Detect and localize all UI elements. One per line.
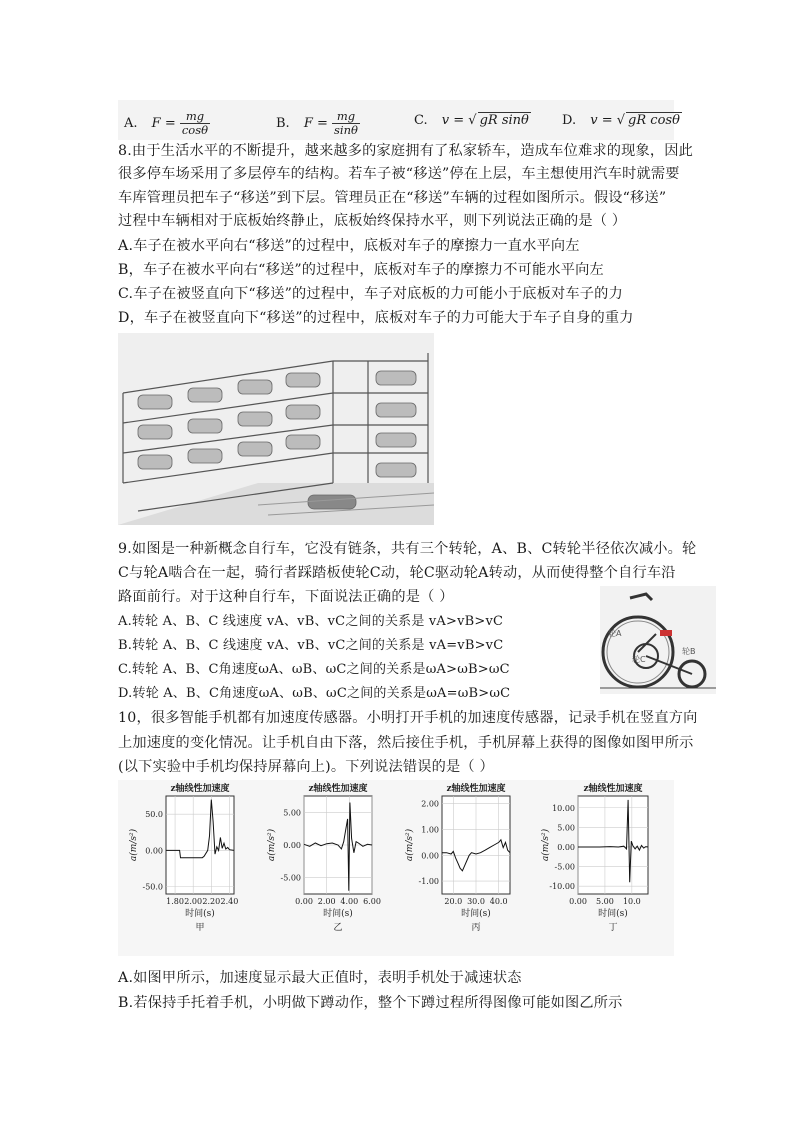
chart-yi-svg	[266, 782, 392, 952]
bicycle-image	[600, 586, 716, 694]
wheel-a-label: 轮A	[608, 629, 622, 638]
x-tick-label: 2.40	[220, 897, 239, 906]
chart-jia	[128, 782, 254, 952]
y-tick-label: 0.00	[283, 841, 301, 850]
x-tick-label: 0.00	[569, 897, 587, 906]
x-tick-label: 2.20	[202, 897, 221, 906]
y-axis-label: a(m/s²)	[267, 828, 277, 862]
chart-jia-svg	[128, 782, 254, 952]
x-tick-label: 2.00	[317, 897, 336, 906]
q8-stem-line-3: 车库管理员把车子“移送”到下层。管理员正在“移送”车辆的过程如图所示。假设“移送”	[118, 190, 667, 206]
x-axis-label: 时间(s)	[461, 909, 491, 919]
chart-ding-svg	[536, 782, 666, 952]
chart-caption: 甲	[195, 923, 205, 933]
x-tick-label: 30.0	[467, 897, 485, 906]
x-tick-label: 2.00	[184, 897, 203, 906]
y-tick-label: 50.0	[145, 810, 163, 820]
wheel-b-label: 轮B	[682, 647, 696, 656]
q10-option-b: B.若保持手托着手机，小明做下蹲动作，整个下蹲过程所得图像可能如图乙所示	[118, 995, 623, 1011]
y-axis-label: a(m/s²)	[541, 828, 551, 862]
chart-caption: 丙	[471, 923, 481, 933]
y-tick-label: 5.00	[283, 808, 301, 818]
parking-garage-image	[118, 333, 434, 525]
chart-yi	[266, 782, 392, 952]
y-tick-label: -1.00	[418, 877, 439, 887]
y-tick-label: -50.0	[142, 882, 163, 892]
chart-ding	[536, 782, 662, 952]
x-tick-label: 10.0	[622, 897, 641, 906]
q8-option-a: A.车子在被水平向右“移送”的过程中，底板对车子的摩擦力一直水平向左	[118, 238, 580, 254]
q8-stem-line-4: 过程中车辆相对于底板始终静止，底板始终保持水平，则下列说法正确的是（ ）	[118, 213, 627, 229]
y-tick-label: -10.00	[549, 882, 575, 892]
x-axis-label: 时间(s)	[598, 909, 628, 919]
q9-option-a: A.转轮 A、B、C 线速度 vA、vB、vC之间的关系是 vA>vB>vC	[118, 614, 504, 629]
y-axis-label: a(m/s²)	[405, 828, 415, 862]
y-tick-label: 0.00	[145, 846, 163, 856]
x-tick-label: 6.00	[363, 897, 381, 906]
sqrt-icon: √	[468, 113, 477, 128]
q10-stem-line-2: 上加速度的变化情况。让手机自由下落，然后接住手机，手机屏幕上获得的图像如图甲所示	[118, 735, 694, 751]
q9-stem-line-1: 9.如图是一种新概念自行车，它没有链条，共有三个转轮，A、B、C转轮半径依次减小。轮	[118, 541, 697, 557]
q10-stem-line-3: (以下实验中手机均保持屏幕向上)。下列说法错误的是（ ）	[118, 759, 494, 775]
sqrt-icon: √	[616, 113, 626, 128]
chart-title: z轴线性加速度	[308, 784, 368, 794]
x-tick-label: 1.80	[166, 897, 184, 906]
q8-option-c: C.车子在被竖直向下“移送”的过程中，车子对底板的力可能小于底板对车子的力	[118, 286, 623, 302]
q9-option-d: D.转轮 A、B、C角速度ωA、ωB、ωC之间的关系是ωA=ωB>ωC	[118, 686, 511, 701]
q8-option-b: B，车子在被水平向右“移送”的过程中，底板对车子的摩擦力不可能水平向左	[118, 262, 604, 278]
q7-option-c: C. v = √ gR sinθ	[414, 113, 529, 128]
q10-option-a: A.如图甲所示，加速度显示最大正值时，表明手机处于减速状态	[118, 970, 522, 986]
q7-b-fraction: $\frac{mg}{\sin\theta}$	[334, 109, 358, 137]
q9-stem-line-2: C与轮A啮合在一起，骑行者踩踏板使轮C动，轮C驱动轮A转动，从而使得整个自行车沿	[118, 565, 676, 581]
q8-stem-line-2: 很多停车场采用了多层停车的结构。若车子被“移送”停在上层，车主想使用汽车时就需要	[118, 166, 680, 182]
q10-stem-line-1: 10，很多智能手机都有加速度传感器。小明打开手机的加速度传感器，记录手机在竖直方向	[118, 710, 698, 726]
q7-a-fraction: $\frac{mg}{\cos\theta}$	[181, 109, 209, 137]
q9-option-c: C.转轮 A、B、C角速度ωA、ωB、ωC之间的关系是ωA>ωB>ωC	[118, 662, 510, 677]
q8-option-d: D，车子在被竖直向下“移送”的过程中，底板对车子的力可能大于车子自身的重力	[118, 310, 634, 326]
y-tick-label: 2.00	[421, 799, 439, 809]
y-tick-label: 10.00	[552, 803, 575, 813]
q7-option-b: B. F = $\frac{mg}{\sin\theta}$	[276, 109, 358, 137]
x-axis-label: 时间(s)	[185, 909, 215, 919]
q7-options-row	[118, 100, 680, 140]
x-axis-label: 时间(s)	[323, 909, 353, 919]
x-tick-label: 20.0	[444, 897, 463, 906]
q7-option-d: D. v = √ gR cosθ	[562, 113, 680, 128]
parking-garage-drawing	[118, 333, 434, 525]
chart-bing-svg	[404, 782, 530, 952]
bicycle-drawing	[600, 586, 716, 694]
y-tick-label: 1.00	[421, 825, 439, 835]
chart-caption: 丁	[608, 923, 618, 933]
y-tick-label: -5.00	[554, 862, 575, 872]
q7-option-a: A. F = $\frac{mg}{\cos\theta}$	[124, 109, 209, 137]
q9-option-b: B.转轮 A、B、C 线速度 vA、vB、vC之间的关系是 vA=vB>vC	[118, 638, 504, 653]
chart-caption: 乙	[333, 923, 343, 933]
y-axis-label: a(m/s²)	[129, 828, 139, 862]
q9-stem-line-3: 路面前行。对于这种自行车，下面说法正确的是（ ）	[118, 589, 454, 605]
y-tick-label: 5.00	[557, 823, 575, 833]
q8-stem-line-1: 8.由于生活水平的不断提升，越来越多的家庭拥有了私家轿车，造成车位难求的现象，因此	[118, 143, 694, 159]
y-tick-label: -5.00	[280, 873, 301, 883]
x-tick-label: 40.0	[489, 897, 508, 906]
wheel-c-label: 轮C	[632, 655, 646, 664]
plot-area	[578, 796, 648, 894]
chart-title: z轴线性加速度	[170, 784, 230, 794]
x-tick-label: 5.00	[596, 897, 614, 906]
chart-bing	[404, 782, 530, 952]
x-tick-label: 0.00	[295, 897, 313, 906]
chart-title: z轴线性加速度	[583, 784, 643, 794]
y-tick-label: 0.00	[557, 842, 575, 852]
x-tick-label: 4.00	[340, 897, 359, 906]
chart-title: z轴线性加速度	[446, 784, 506, 794]
y-tick-label: 0.00	[421, 851, 439, 861]
